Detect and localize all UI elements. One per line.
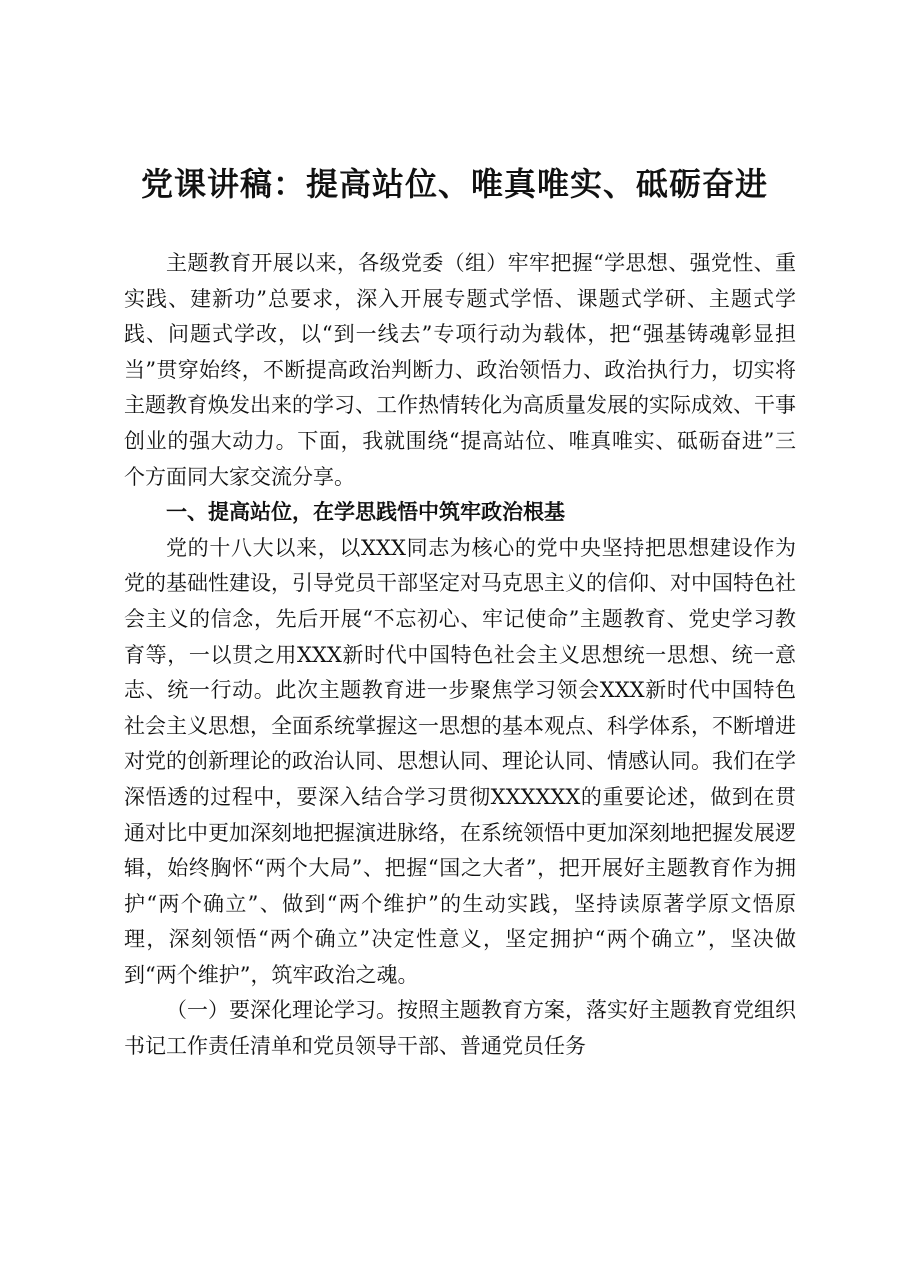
subsection-paragraph: （一）要深化理论学习。按照主题教育方案，落实好主题教育党组织书记工作责任清单和党员领导干部、普通党员任务 xyxy=(124,998,796,1059)
document-body xyxy=(124,246,796,1065)
intro-paragraph: 主题教育开展以来，各级党委（组）牢牢把握“学思想、强党性、重实践、建新功”总要求，深入开展专题式学悟、课题式学研、主题式学践、问题式学改，以“到一线去”专项行动为载体，把“强基铸魂彰显担当”贯穿始终，不断提高政治判断力、政治领悟力、政治执行力，切实将主题教育焕发出来的学习、工作热情转化为高质量发展的实际成效、干事创业的强大动力。下面，我就围绕“提高站位、唯真唯实、砥砺奋进”三个方面同大家交流分享。 xyxy=(124,251,796,489)
section-paragraph: 党的十八大以来，以XXX同志为核心的党中央坚持把思想建设作为党的基础性建设，引导党员干部坚定对马克思主义的信仰、对中国特色社会主义的信念，先后开展“不忘初心、牢记使命”主题教育、党史学习教育等，一以贯之用XXX新时代中国特色社会主义思想统一思想、统一意志、统一行动。此次主题教育进一步聚焦学习领会XXX新时代中国特色社会主义思想，全面系统掌握这一思想的基本观点、科学体系，不断增进对党的创新理论的政治认同、思想认同、理论认同、情感认同。我们在学深悟透的过程中，要深入结合学习贯彻XXXXXX的重要论述，做到在贯通对比中更加深刻地把握演进脉络，在系统领悟中更加深刻地把握发展逻辑，始终胸怀“两个大局”、把握“国之大者”，把开展好主题教育作为拥护“两个确立”、做到“两个维护”的生动实践，坚持读原著学原文悟原理，深刻领悟“两个确立”决定性意义，坚定拥护“两个确立”，坚决做到“两个维护”，筑牢政治之魂。 xyxy=(124,535,796,987)
section-heading: 一、提高站位，在学思践悟中筑牢政治根基 xyxy=(166,500,565,525)
document-title: 党课讲稿：提高站位、唯真唯实、砥砺奋进 xyxy=(140,165,768,203)
